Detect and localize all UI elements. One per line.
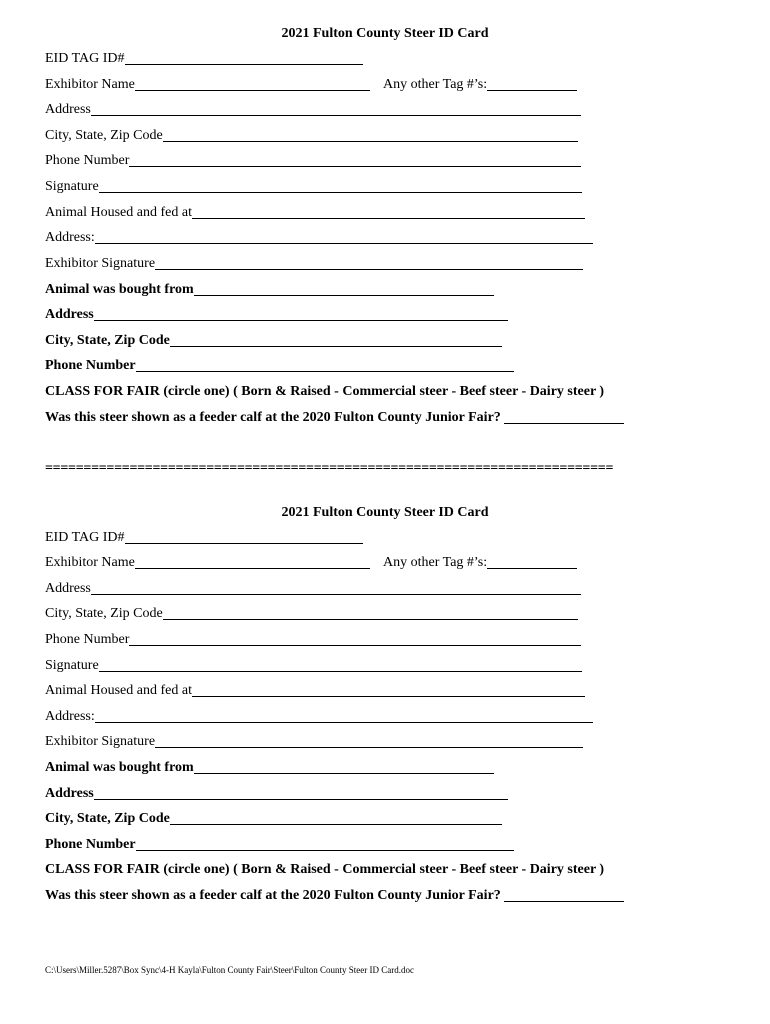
exhibitor-name-row [45,554,370,572]
other-tag-field[interactable] [487,554,577,569]
address2-field[interactable] [95,708,593,723]
bought-city-label: City, State, Zip Code [45,333,170,348]
city-row [45,605,578,623]
address2-row [45,708,593,726]
exhibitor-signature-field[interactable] [155,255,583,270]
exhibitor-signature-field[interactable] [155,733,583,748]
bought-address-field[interactable] [94,785,508,800]
eid-tag-row [45,529,363,547]
exhibitor-signature-row [45,733,583,751]
bought-phone-field[interactable] [136,357,514,372]
feeder-answer-field[interactable] [504,409,624,424]
eid-tag-field[interactable] [125,529,363,544]
housed-row [45,204,585,222]
bought-from-row [45,281,494,299]
signature-label: Signature [45,179,99,194]
signature-field[interactable] [99,178,582,193]
address-field[interactable] [91,580,581,595]
feeder-answer-field[interactable] [504,887,624,902]
phone-label: Phone Number [45,632,130,647]
exhibitor-name-field[interactable] [135,554,370,569]
phone-label: Phone Number [45,153,130,168]
bought-from-field[interactable] [194,281,494,296]
eid-tag-label: EID TAG ID# [45,530,125,545]
bought-phone-field[interactable] [136,836,514,851]
exhibitor-signature-label: Exhibitor Signature [45,256,156,271]
other-tag-field[interactable] [487,76,577,91]
eid-tag-field[interactable] [125,50,363,65]
city-row [45,127,578,145]
other-tag-label: Any other Tag #’s: [383,77,488,92]
city-label: City, State, Zip Code [45,606,163,621]
feeder-question-row [45,409,624,427]
card-divider: ========================================================================== [45,461,614,476]
bought-from-label: Animal was bought from [45,760,194,775]
bought-city-label: City, State, Zip Code [45,811,170,826]
bought-city-field[interactable] [170,332,502,347]
exhibitor-name-row [45,76,370,94]
address-row [45,580,581,598]
address-label: Address [45,102,91,117]
address-row [45,101,581,119]
exhibitor-name-label: Exhibitor Name [45,77,135,92]
address2-row [45,229,593,247]
housed-row [45,682,585,700]
address2-field[interactable] [95,229,593,244]
city-field[interactable] [163,127,578,142]
phone-field[interactable] [129,152,581,167]
address-label: Address [45,581,91,596]
housed-label: Animal Housed and fed at [45,205,192,220]
bought-phone-row [45,357,514,375]
bought-address-label: Address [45,307,94,322]
other-tag-row [383,554,577,572]
address2-label: Address: [45,709,95,724]
feeder-question-row [45,887,624,905]
signature-label: Signature [45,658,99,673]
signature-row [45,178,582,196]
feeder-question-label: Was this steer shown as a feeder calf at the 2020 Fulton County Junior Fair? [45,888,501,903]
housed-field[interactable] [192,204,585,219]
exhibitor-name-label: Exhibitor Name [45,555,135,570]
bought-city-field[interactable] [170,810,502,825]
exhibitor-name-field[interactable] [135,76,370,91]
other-tag-label: Any other Tag #’s: [383,555,488,570]
housed-field[interactable] [192,682,585,697]
card-title: 2021 Fulton County Steer ID Card [281,26,489,41]
bought-phone-label: Phone Number [45,837,136,852]
city-label: City, State, Zip Code [45,128,163,143]
bought-city-row [45,332,502,350]
exhibitor-signature-label: Exhibitor Signature [45,734,156,749]
exhibitor-signature-row [45,255,583,273]
signature-field[interactable] [99,657,582,672]
bought-address-field[interactable] [94,306,508,321]
bought-address-label: Address [45,786,94,801]
address2-label: Address: [45,230,95,245]
bought-city-row [45,810,502,828]
housed-label: Animal Housed and fed at [45,683,192,698]
bought-phone-label: Phone Number [45,358,136,373]
phone-row [45,631,581,649]
city-field[interactable] [163,605,578,620]
phone-field[interactable] [129,631,581,646]
card-title: 2021 Fulton County Steer ID Card [281,505,489,520]
feeder-question-label: Was this steer shown as a feeder calf at the 2020 Fulton County Junior Fair? [45,410,501,425]
signature-row [45,657,582,675]
footer-file-path: C:\Users\Miller.5287\Box Sync\4-H Kayla\Fulton County Fair\Steer\Fulton County Steer ID Card.doc [45,965,414,975]
other-tag-row [383,76,577,94]
bought-from-field[interactable] [194,759,494,774]
bought-from-label: Animal was bought from [45,282,194,297]
bought-address-row [45,785,508,803]
class-for-fair: CLASS FOR FAIR (circle one) ( Born & Raised - Commercial steer - Beef steer - Dairy steer ) [45,384,605,399]
bought-from-row [45,759,494,777]
eid-tag-label: EID TAG ID# [45,51,125,66]
bought-phone-row [45,836,514,854]
class-for-fair: CLASS FOR FAIR (circle one) ( Born & Raised - Commercial steer - Beef steer - Dairy steer ) [45,862,605,877]
eid-tag-row [45,50,363,68]
phone-row [45,152,581,170]
bought-address-row [45,306,508,324]
address-field[interactable] [91,101,581,116]
